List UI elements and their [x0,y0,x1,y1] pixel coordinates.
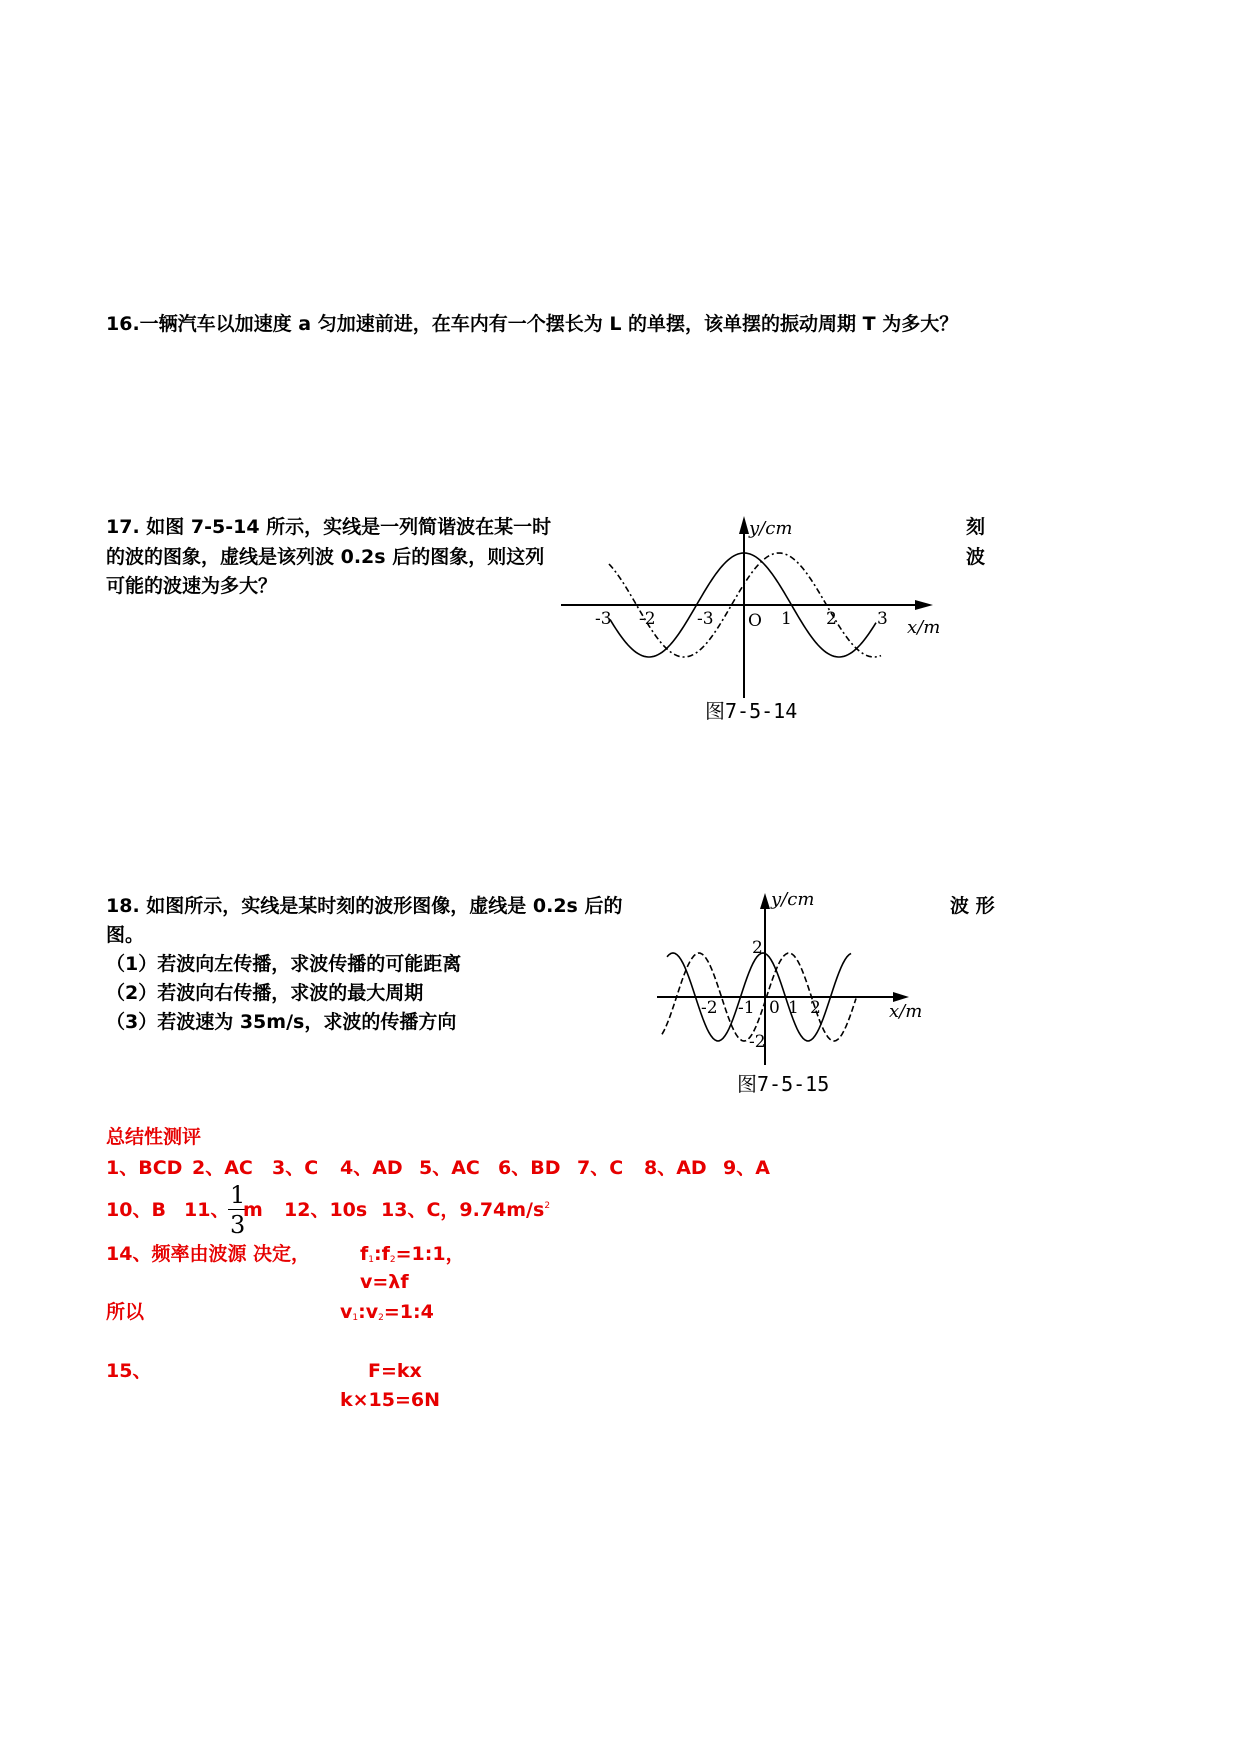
question-16: 16.一辆汽车以加速度 a 匀加速前进，在车内有一个摆长为 L 的单摆，该单摆的振动周期 T 为多大？ [106,313,959,335]
tick-label: 2 [826,609,837,629]
tick-label: 2 [810,998,821,1018]
answer-13-text: 13、C，9.74m/s [381,1199,545,1221]
subscript: 1 [368,1255,375,1265]
answer-11-unit: m [243,1199,263,1221]
question-18-line2: 图。 [106,924,145,946]
question-17-line3: 可能的波速为多大？ [106,575,278,597]
x-axis-arrow [915,600,933,610]
answer-15-label: 15、 [106,1360,152,1382]
answer-item: 9、A [723,1157,770,1179]
x-axis-label: x/m [889,1001,923,1022]
y-axis-label: y/cm [771,889,815,910]
answer-15-equation: F=kx [368,1360,422,1382]
answer-item: 2、AC [192,1157,253,1179]
answer-13 [381,1201,550,1220]
answer-item: 7、C [577,1157,624,1179]
y-axis-label: y/cm [749,518,793,539]
origin-label: O [748,611,762,631]
answer-10: 10、B [106,1199,166,1221]
answers-heading: 总结性测评 [106,1126,202,1148]
y-tick-label: 2 [752,938,763,958]
tick-label: -2 [639,609,656,629]
f-symbol: f [360,1243,369,1265]
figure-caption: 图7-5-14 [705,699,798,723]
question-18-item3: （3）若波速为 35m/s，求波的传播方向 [106,1011,457,1033]
superscript: 2 [544,1201,551,1211]
tick-label: 3 [877,609,888,629]
origin-label: 0 [769,998,780,1018]
f-result: =1:1， [395,1243,465,1265]
answer-item: 8、AD [644,1157,707,1179]
answer-item: 5、AC [419,1157,480,1179]
answer-14-speed-ratio [340,1303,434,1323]
f-colon: :f [374,1243,390,1265]
answer-11-prefix: 11、 [184,1199,230,1221]
answer-item: 6、BD [498,1157,561,1179]
answer-14-wave-equation: v=λf [360,1271,409,1293]
answer-item: 4、AD [340,1157,403,1179]
subscript: 2 [378,1313,384,1323]
tick-label: 1 [788,998,799,1018]
figure-7-5-14 [555,508,945,730]
y-tick-label: -2 [749,1032,766,1052]
fraction-denominator: 3 [230,1211,246,1239]
answer-15-calculation: k×15=6N [340,1389,441,1411]
question-17-line1-end: 刻 [966,516,986,538]
answer-14-frequency-ratio [360,1245,465,1265]
tick-label: -1 [738,998,755,1018]
tick-label: -2 [701,998,718,1018]
question-18-line1: 18. 如图所示，实线是某时刻的波形图像，虚线是 0.2s 后的 [106,895,623,917]
question-17-line2-end: 波 [966,546,986,568]
y-axis-arrow [760,893,770,909]
answer-14-label: 14、频率由波源 决定， [106,1243,311,1265]
answer-12: 12、10s [284,1199,368,1221]
subscript: 1 [352,1313,359,1323]
question-17-line1: 17. 如图 7-5-14 所示，实线是一列简谐波在某一时 [106,516,552,538]
tick-label: -3 [595,609,612,629]
tick-label: 1 [781,609,792,629]
x-axis-label: x/m [907,617,941,638]
figure-caption: 图7-5-15 [737,1072,830,1096]
fraction-numerator: 1 [230,1181,246,1209]
subscript: 2 [389,1255,396,1265]
v-colon: :v [358,1301,379,1323]
v-result: =1:4 [383,1301,434,1323]
answer-item: 1、BCD [106,1157,183,1179]
y-axis-arrow [739,516,749,534]
tick-label: -3 [697,609,714,629]
answer-14-so: 所以 [106,1301,145,1323]
question-18-line1-end: 波 形 [950,895,995,917]
figure-7-5-15 [645,885,935,1100]
answer-item: 3、C [272,1157,319,1179]
v-symbol: v [340,1301,353,1323]
question-18-item1: （1）若波向左传播，求波传播的可能距离 [106,953,462,975]
question-17-line2: 的波的图象，虚线是该列波 0.2s 后的图象，则这列 [106,546,545,568]
question-18-item2: （2）若波向右传播，求波的最大周期 [106,982,424,1004]
